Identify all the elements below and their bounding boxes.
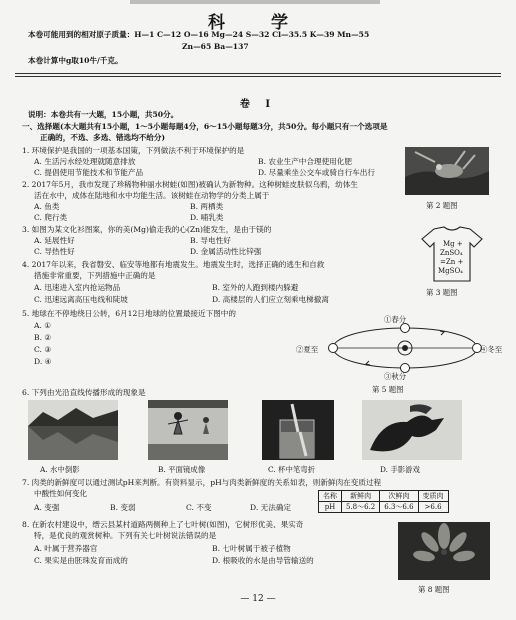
- chestnut-leaf-photo: [398, 522, 490, 580]
- q4-stem-line2: 措施非常重要，下列措施中正确的是: [34, 271, 156, 280]
- q3-option-a: A. 延展性好: [34, 236, 75, 245]
- q3-option-c: C. 导热性好: [34, 247, 75, 256]
- q3-caption: 第 3 题图: [426, 288, 458, 297]
- page-number: — 12 —: [240, 594, 276, 604]
- q7-option-b: B. 变弱: [110, 503, 136, 512]
- atomic-masses-line2: Zn—65 Ba—137: [182, 42, 249, 51]
- top-bleed-strip: [130, 0, 380, 4]
- q3-option-b: B. 导电性好: [190, 236, 231, 245]
- g-note: 本卷计算中g取10牛/千克。: [28, 56, 123, 65]
- table-row: [319, 502, 449, 513]
- ph-table: [318, 490, 449, 513]
- q3-option-d: D. 金属活动性比锌强: [190, 247, 262, 256]
- q6-option-b: B. 平面镜成像: [158, 465, 206, 474]
- reflection-image: [28, 400, 118, 460]
- divider: [15, 76, 501, 77]
- q5-option-b: B. ②: [34, 333, 52, 342]
- q6-stem: 6. 下列由光沿直线传播形成的现象是: [22, 388, 146, 397]
- q1-stem: 1. 环境保护是我国的一项基本国策，下列做法不利于环境保护的是: [22, 146, 245, 155]
- tree-frog-photo: [405, 147, 489, 195]
- q5-label-winter: ④冬至: [480, 345, 503, 354]
- q8-stem-line2: 特，是优良的观赏树种。下列有关七叶树说法错误的是: [34, 531, 217, 540]
- q4-option-c: C. 迅速远离高压电线和陡坡: [34, 295, 128, 304]
- table-cell: 5.8～6.2: [342, 502, 380, 513]
- section-intro-line1: 一、选择题(本大题共有15小题，1～5小题每题4分，6～15小题每题3分，共50分。每小题只有一个选项是: [22, 122, 388, 131]
- table-cell: >6.6: [418, 502, 448, 513]
- shirt-line-2: ZnSO₄: [440, 249, 463, 257]
- q8-caption: 第 8 题图: [418, 585, 450, 594]
- q6-option-c: C. 杯中笔弯折: [268, 465, 316, 474]
- q5-label-summer: ②夏至: [296, 345, 319, 354]
- q7-option-c: C. 不变: [186, 503, 212, 512]
- q5-label-autumn: ③秋分: [384, 372, 407, 381]
- q8-option-b: B. 七叶树属于被子植物: [212, 544, 291, 553]
- q1-option-b: B. 农业生产中合理使用化肥: [258, 157, 352, 166]
- mirror-image-photo: [148, 400, 228, 460]
- q1-option-c: C. 提倡使用节能技术和节能产品: [34, 168, 144, 177]
- q5-caption: 第 5 题图: [372, 385, 404, 394]
- atomic-masses-line1: 本卷可能用到的相对原子质量：H—1 C—12 O—16 Mg—24 S—32 Cl—35.5 K—39 Mn—55: [28, 30, 370, 39]
- q7-option-d: D. 无法确定: [250, 503, 292, 512]
- q5-option-d: D. ④: [34, 357, 52, 366]
- q4-option-a: A. 迅速进入室内抢运物品: [34, 283, 121, 292]
- section-intro-line2: 正确的，不选、多选、错选均不给分): [40, 133, 166, 142]
- page-title: 科 学: [208, 13, 308, 33]
- q8-option-d: D. 根吸收的水是由导管输送的: [212, 556, 314, 565]
- q2-option-d: D. 哺乳类: [190, 213, 224, 222]
- q5-option-c: C. ③: [34, 345, 52, 354]
- section-note: 说明：本卷共有一大题，15小题，共50分。: [28, 110, 179, 119]
- q4-option-d: D. 高楼层的人们应立刻乘电梯撤离: [212, 295, 329, 304]
- q2-caption: 第 2 题图: [426, 201, 458, 210]
- q7-stem-line2: 中酸性如何变化: [34, 489, 88, 498]
- seven-leaf-tree-image: [398, 522, 490, 580]
- table-header-cell: 新鲜肉: [342, 491, 380, 502]
- q8-stem-line1: 8. 在新农村建设中，缙云县某村道路两侧种上了七叶树(如图)，它树形优美、果实奇: [22, 520, 304, 529]
- q1-option-a: A. 生活污水经处理就随意排放: [34, 157, 136, 166]
- q4-option-b: B. 室外的人跑到楼内躲避: [212, 283, 299, 292]
- table-row: [319, 491, 449, 502]
- frog-image: [405, 147, 489, 195]
- q2-option-a: A. 鱼类: [34, 202, 60, 211]
- q4-stem-line1: 4. 2017年以来，我省磐安、临安等地都有地震发生。地震发生时，选择正确的逃生和自救: [22, 260, 325, 269]
- q7-option-a: A. 变强: [34, 503, 60, 512]
- q6-option-d: D. 手影游戏: [380, 465, 420, 474]
- shirt-line-4: MgSO₄: [438, 267, 463, 275]
- pen-in-cup-photo: [262, 400, 334, 460]
- section-title: 卷 Ⅰ: [239, 99, 277, 110]
- table-cell: pH: [319, 502, 342, 513]
- q2-option-b: B. 两栖类: [190, 202, 224, 211]
- q8-option-a: A. 叶属于营养器官: [34, 544, 98, 553]
- q1-option-d: D. 尽量乘坐公交车或骑自行车出行: [258, 168, 375, 177]
- q2-option-c: C. 爬行类: [34, 213, 68, 222]
- shirt-line-1: Mg +: [443, 240, 463, 248]
- q5-option-a: A. ①: [34, 321, 52, 330]
- q6-option-a: A. 水中倒影: [40, 465, 80, 474]
- table-header-cell: 变质肉: [418, 491, 448, 502]
- q7-stem-line1: 7. 肉类的新鲜度可以通过测试pH来判断。有资料显示，pH与肉类新鲜度的关系如表，则新鲜肉在变质过程: [22, 478, 382, 487]
- q8-option-c: C. 果实是由胚珠发育而成的: [34, 556, 128, 565]
- table-cell: 6.3～6.6: [380, 502, 418, 513]
- water-reflection-photo: [28, 400, 118, 460]
- shirt-line-3: =Zn +: [440, 258, 464, 266]
- divider: [15, 73, 501, 74]
- q2-stem-line1: 2. 2017年5月，我市发现了珍稀物种丽水树蛙(如图)被确认为新物种。这种树蛙皮肤似乌鸦，幼体生: [22, 180, 358, 189]
- table-header-cell: 次鲜肉: [380, 491, 418, 502]
- q2-stem-line2: 活在水中，成体在陆地和水中均能生活。该树蛙在动物学的分类上属于: [34, 191, 270, 200]
- q3-stem: 3. 如图为某文化衫图案，你的美(Mg)偷走我的心(Zn)能发生，是由于镁的: [22, 225, 272, 234]
- q5-stem: 5. 地球在不停地绕日公转，6月12日地球的位置最接近下图中的: [22, 309, 236, 318]
- shadow-puppet-photo: [362, 400, 462, 460]
- q5-label-spring: ①春分: [384, 315, 407, 324]
- hand-shadow-image: [362, 400, 462, 460]
- pen-cup-image: [262, 400, 334, 460]
- table-header-cell: 名称: [319, 491, 342, 502]
- mirror-dancer-image: [148, 400, 228, 460]
